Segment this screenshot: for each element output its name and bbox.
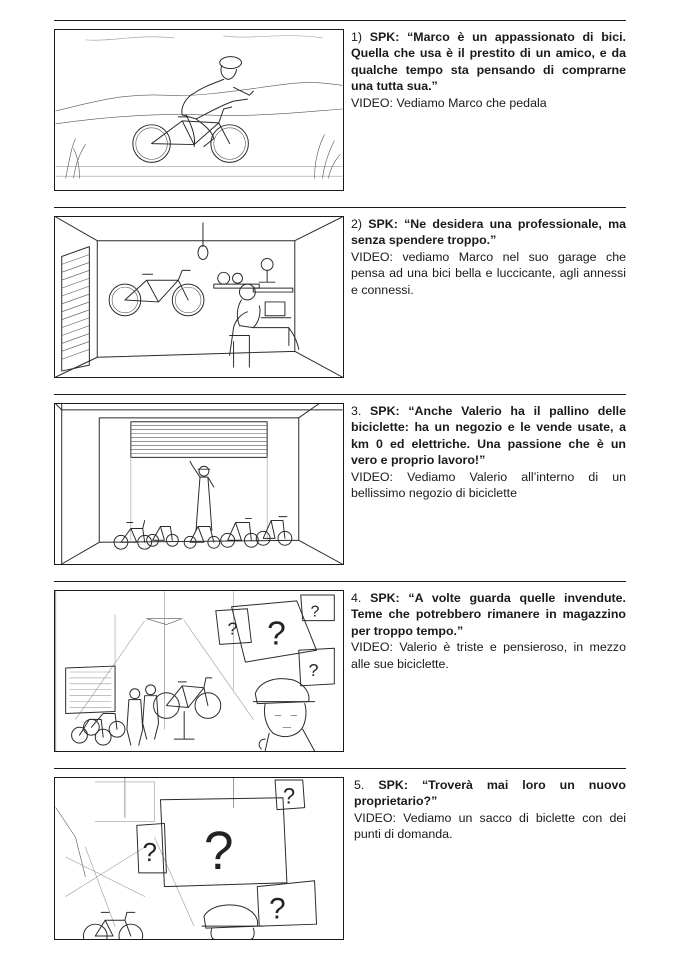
shopkeeper <box>253 679 314 751</box>
panel-1-sketch <box>54 29 344 191</box>
question-sign-right-bottom <box>257 881 316 926</box>
panel-4-number: 4. <box>351 591 362 605</box>
sad-shopkeeper-sketch <box>55 591 343 751</box>
panel-2-sketch <box>54 216 344 378</box>
bike-pile <box>72 713 125 745</box>
panel-3-video: VIDEO: Vediamo Valerio all’interno di un bellissimo negozio di biciclette <box>351 469 626 501</box>
question-sign-1 <box>232 601 317 662</box>
panel-1-spk-text: “Marco è un appassionato di bici. Quella che usa è il prestito di un amico, e da qualche tempo sta pensando di comprarne una tutta sua.” <box>351 30 626 94</box>
panel-5-spk-text: “Troverà mai loro un nuovo proprietario?” <box>354 778 626 809</box>
panel-4-caption <box>351 590 626 672</box>
panel-5-sketch <box>54 777 344 940</box>
question-mark-large: ? <box>267 615 286 653</box>
panel-1-number: 1) <box>351 30 363 44</box>
panel-5-number: 5. <box>354 778 365 792</box>
bike-row-1 <box>114 521 152 550</box>
cap-figure <box>202 905 263 939</box>
panel-4-top-rule <box>54 581 626 582</box>
question-sign-3 <box>299 648 335 686</box>
question-sign-right-top <box>275 780 305 810</box>
cyclist-sketch <box>55 30 343 190</box>
panel-1-spk-label: SPK: <box>369 30 400 44</box>
panel-3-spk-label: SPK: <box>370 404 400 418</box>
panel-2-top-rule <box>54 207 626 208</box>
panel-5-top-rule <box>54 768 626 769</box>
panel-5-caption <box>354 777 626 843</box>
question-sign-4 <box>301 595 335 621</box>
shop-sketch <box>55 404 343 564</box>
bike-row-3 <box>184 526 220 548</box>
question-mark-small-1: ? <box>227 618 238 639</box>
question-mark-left: ? <box>142 838 157 867</box>
question-marks-sketch <box>55 778 343 939</box>
panel-1-caption <box>351 29 626 111</box>
question-mark-small-2: ? <box>308 659 319 680</box>
panel-3-spk-text: “Anche Valerio ha il pallino delle biciclette: ha un negozio e le vende usate, a km 0 ed elettriche. Una passione che è un vero e proprio lavoro!” <box>351 404 627 468</box>
panel-4-spk-text: “A volte guarda quelle invendute. Teme che potrebbero rimanere in magazzino per troppo tempo.” <box>351 591 626 638</box>
panel-4-video: VIDEO: Valerio è triste e pensieroso, in mezzo alle sue biciclette. <box>351 640 626 671</box>
mannequins <box>127 685 159 745</box>
panel-3-number: 3. <box>351 404 362 418</box>
panel-2-number: 2) <box>351 217 363 231</box>
panel-4-sketch <box>54 590 344 752</box>
garage-sketch <box>55 217 343 377</box>
question-sign-main <box>160 798 286 887</box>
question-mark-right-top: ? <box>282 783 296 809</box>
bike-corner <box>83 912 142 939</box>
panel-5-spk-label: SPK: <box>378 778 408 792</box>
bike-stand <box>154 678 221 739</box>
panel-4-spk-label: SPK: <box>370 591 400 605</box>
panel-1-top-rule <box>54 20 626 21</box>
question-mark-main: ? <box>203 821 234 881</box>
bike-row-4 <box>221 519 259 548</box>
panel-3-top-rule <box>54 394 626 395</box>
panel-5-video: VIDEO: Vediamo un sacco di biclette con dei punti di domanda. <box>354 810 626 842</box>
panel-3-sketch <box>54 403 344 565</box>
question-mark-small-3: ? <box>310 603 320 621</box>
panel-1-video: VIDEO: Vediamo Marco che pedala <box>351 95 547 110</box>
panel-2-video: VIDEO: vediamo Marco nel suo garage che pensa ad una bici bella e luccicante, agli annessi e connessi. <box>351 249 626 297</box>
question-mark-right-bottom: ? <box>269 892 286 926</box>
panel-2-caption <box>351 216 626 298</box>
panel-2-spk-label: SPK: <box>368 217 398 231</box>
panel-3-caption <box>351 403 626 501</box>
panel-2-spk-text: “Ne desidera una professionale, ma senza spendere troppo.” <box>351 217 626 248</box>
